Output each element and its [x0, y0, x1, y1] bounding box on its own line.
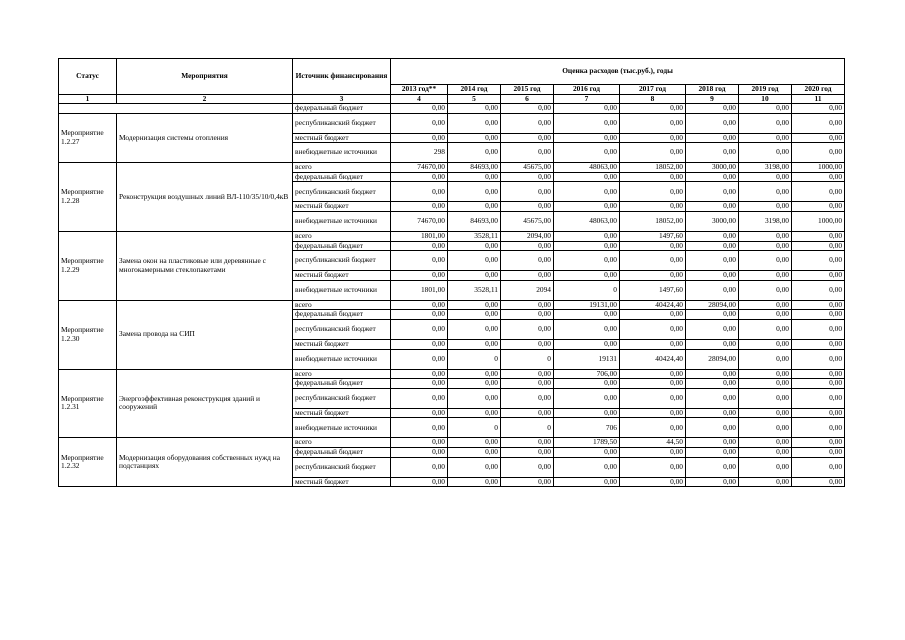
amount-cell: 0,00: [554, 241, 620, 251]
amount-cell: 0,00: [620, 477, 686, 487]
amount-cell: 0,00: [501, 133, 554, 143]
amount-cell: 0,00: [686, 310, 739, 320]
funding-source: внебюджетные источники: [293, 418, 391, 438]
amount-cell: 0,00: [554, 408, 620, 418]
funding-source: федеральный бюджет: [293, 104, 391, 114]
amount-cell: 0,00: [792, 251, 845, 271]
amount-cell: 1497,60: [620, 280, 686, 300]
amount-cell: 0,00: [554, 133, 620, 143]
amount-cell: 0,00: [620, 447, 686, 457]
amount-cell: 0,00: [554, 143, 620, 163]
amount-cell: 0,00: [620, 457, 686, 477]
amount-cell: 0,00: [739, 349, 792, 369]
amount-cell: 0,00: [739, 369, 792, 379]
amount-cell: 28094,00: [686, 300, 739, 310]
amount-cell: 0,00: [739, 379, 792, 389]
event-status: Мероприятие 1.2.31: [59, 369, 117, 438]
amount-cell: 40424,40: [620, 349, 686, 369]
amount-cell: 0,00: [448, 319, 501, 339]
amount-cell: 0,00: [554, 182, 620, 202]
amount-cell: 0,00: [501, 143, 554, 163]
amount-cell: 0,00: [686, 202, 739, 212]
funding-source: местный бюджет: [293, 202, 391, 212]
event-status: Мероприятие 1.2.30: [59, 300, 117, 369]
amount-cell: 0,00: [620, 319, 686, 339]
event-name: Реконструкция воздушных линий ВЛ-110/35/10/0,4кВ: [117, 163, 293, 232]
amount-cell: 0,00: [686, 369, 739, 379]
amount-cell: 0,00: [792, 408, 845, 418]
amount-cell: 0,00: [620, 182, 686, 202]
amount-cell: 0,00: [620, 388, 686, 408]
funding-source: всего: [293, 369, 391, 379]
amount-cell: 706: [554, 418, 620, 438]
header-column-number: 4: [391, 95, 448, 104]
funding-source: всего: [293, 438, 391, 448]
amount-cell: 0,00: [554, 447, 620, 457]
header-column-number: 5: [448, 95, 501, 104]
amount-cell: 48063,00: [554, 163, 620, 173]
amount-cell: 0,00: [686, 172, 739, 182]
amount-cell: 0,00: [501, 408, 554, 418]
amount-cell: 2094,00: [501, 231, 554, 241]
amount-cell: 0,00: [620, 251, 686, 271]
amount-cell: 0,00: [501, 319, 554, 339]
amount-cell: 0,00: [448, 182, 501, 202]
amount-cell: 0,00: [554, 251, 620, 271]
amount-cell: 0,00: [391, 251, 448, 271]
event-status: Мероприятие 1.2.32: [59, 438, 117, 487]
amount-cell: 0,00: [448, 172, 501, 182]
amount-cell: 0,00: [448, 339, 501, 349]
event-name: Замена окон на пластиковые или деревянные с многокамерными стеклопакетами: [117, 231, 293, 300]
amount-cell: 0,00: [620, 241, 686, 251]
amount-cell: 0,00: [792, 477, 845, 487]
amount-cell: 0,00: [620, 202, 686, 212]
amount-cell: 0,00: [792, 319, 845, 339]
amount-cell: 0,00: [554, 339, 620, 349]
funding-source: местный бюджет: [293, 271, 391, 281]
amount-cell: 0,00: [554, 379, 620, 389]
amount-cell: 0,00: [792, 300, 845, 310]
amount-cell: 0,00: [620, 339, 686, 349]
table-row: [59, 231, 845, 241]
amount-cell: 0,00: [739, 143, 792, 163]
amount-cell: 0,00: [620, 408, 686, 418]
header-year: 2014 год: [448, 85, 501, 95]
amount-cell: 0,00: [792, 202, 845, 212]
amount-cell: 0,00: [686, 182, 739, 202]
event-name: Модернизация системы отопления: [117, 113, 293, 163]
funding-source: внебюджетные источники: [293, 211, 391, 231]
amount-cell: 0,00: [391, 319, 448, 339]
amount-cell: 0,00: [448, 388, 501, 408]
amount-cell: 0,00: [554, 477, 620, 487]
funding-source: федеральный бюджет: [293, 447, 391, 457]
funding-source: местный бюджет: [293, 339, 391, 349]
amount-cell: 0,00: [620, 143, 686, 163]
event-status: Мероприятие 1.2.27: [59, 113, 117, 163]
amount-cell: 0,00: [739, 388, 792, 408]
amount-cell: 0,00: [792, 143, 845, 163]
amount-cell: 0,00: [554, 457, 620, 477]
amount-cell: 0,00: [391, 408, 448, 418]
amount-cell: 0,00: [686, 104, 739, 114]
amount-cell: 0,00: [391, 241, 448, 251]
amount-cell: 0,00: [501, 182, 554, 202]
amount-cell: 0,00: [391, 182, 448, 202]
amount-cell: 0,00: [739, 113, 792, 133]
header-year: 2017 год: [620, 85, 686, 95]
amount-cell: 0,00: [391, 388, 448, 408]
amount-cell: 0,00: [501, 113, 554, 133]
amount-cell: 0,00: [448, 477, 501, 487]
amount-cell: 1789,50: [554, 438, 620, 448]
amount-cell: 19131,00: [554, 300, 620, 310]
event-name: Замена провода на СИП: [117, 300, 293, 369]
amount-cell: 0,00: [501, 339, 554, 349]
event-status: Мероприятие 1.2.29: [59, 231, 117, 300]
empty-status-cell: [59, 104, 293, 114]
header-estimate: Оценка расходов (тыс.руб.), годы: [391, 59, 845, 85]
amount-cell: 0,00: [501, 104, 554, 114]
header-year: 2015 год: [501, 85, 554, 95]
amount-cell: 0,00: [686, 143, 739, 163]
amount-cell: 0,00: [391, 133, 448, 143]
header-column-number: 9: [686, 95, 739, 104]
amount-cell: 0,00: [391, 369, 448, 379]
amount-cell: 0,00: [620, 172, 686, 182]
amount-cell: 0,00: [739, 339, 792, 349]
amount-cell: 28094,00: [686, 349, 739, 369]
amount-cell: 0,00: [448, 408, 501, 418]
amount-cell: 40424,40: [620, 300, 686, 310]
funding-source: республиканский бюджет: [293, 113, 391, 133]
header-year: 2019 год: [739, 85, 792, 95]
amount-cell: 45675,00: [501, 163, 554, 173]
funding-source: внебюджетные источники: [293, 143, 391, 163]
amount-cell: 3000,00: [686, 163, 739, 173]
amount-cell: 0,00: [686, 319, 739, 339]
funding-source: республиканский бюджет: [293, 457, 391, 477]
amount-cell: 0,00: [686, 241, 739, 251]
header-column-number: 7: [554, 95, 620, 104]
amount-cell: 0: [554, 280, 620, 300]
amount-cell: 0,00: [391, 379, 448, 389]
amount-cell: 0,00: [739, 477, 792, 487]
amount-cell: 0,00: [448, 104, 501, 114]
amount-cell: 0,00: [686, 251, 739, 271]
funding-source: федеральный бюджет: [293, 379, 391, 389]
amount-cell: 84693,00: [448, 163, 501, 173]
amount-cell: 0,00: [686, 339, 739, 349]
amount-cell: 74670,00: [391, 211, 448, 231]
amount-cell: 0,00: [448, 271, 501, 281]
header-column-number: 6: [501, 95, 554, 104]
header-column-number: 1: [59, 95, 117, 104]
amount-cell: 0,00: [448, 447, 501, 457]
amount-cell: 0,00: [739, 251, 792, 271]
amount-cell: 0,00: [792, 104, 845, 114]
amount-cell: 0,00: [792, 438, 845, 448]
amount-cell: 1000,00: [792, 211, 845, 231]
amount-cell: 0,00: [739, 457, 792, 477]
amount-cell: 0,00: [501, 241, 554, 251]
amount-cell: 0,00: [501, 438, 554, 448]
amount-cell: 0,00: [448, 202, 501, 212]
amount-cell: 0,00: [686, 388, 739, 408]
amount-cell: 0,00: [620, 379, 686, 389]
amount-cell: 0,00: [792, 133, 845, 143]
amount-cell: 0,00: [620, 271, 686, 281]
header-year: 2020 год: [792, 85, 845, 95]
amount-cell: 0,00: [686, 408, 739, 418]
amount-cell: 0,00: [739, 408, 792, 418]
amount-cell: 0,00: [501, 457, 554, 477]
amount-cell: 0,00: [620, 113, 686, 133]
table-row: [59, 438, 845, 448]
amount-cell: 0,00: [391, 447, 448, 457]
amount-cell: 0,00: [792, 369, 845, 379]
amount-cell: 0,00: [554, 104, 620, 114]
amount-cell: 0,00: [739, 300, 792, 310]
amount-cell: 3528,11: [448, 280, 501, 300]
amount-cell: 0,00: [391, 418, 448, 438]
funding-source: всего: [293, 231, 391, 241]
amount-cell: 0,00: [391, 339, 448, 349]
amount-cell: 0,00: [448, 133, 501, 143]
amount-cell: 0,00: [792, 447, 845, 457]
header-status: Статус: [59, 59, 117, 95]
amount-cell: 3198,00: [739, 163, 792, 173]
amount-cell: 3528,11: [448, 231, 501, 241]
amount-cell: 0,00: [448, 241, 501, 251]
amount-cell: 0,00: [792, 271, 845, 281]
amount-cell: 1801,00: [391, 280, 448, 300]
amount-cell: 0,00: [501, 379, 554, 389]
amount-cell: 0,00: [739, 418, 792, 438]
amount-cell: 0,00: [620, 369, 686, 379]
amount-cell: 298: [391, 143, 448, 163]
amount-cell: 0,00: [686, 231, 739, 241]
amount-cell: 0,00: [501, 447, 554, 457]
amount-cell: 0,00: [448, 438, 501, 448]
table-row: [59, 113, 845, 133]
funding-source: республиканский бюджет: [293, 388, 391, 408]
amount-cell: 0,00: [686, 418, 739, 438]
funding-source: внебюджетные источники: [293, 349, 391, 369]
amount-cell: 0,00: [739, 447, 792, 457]
amount-cell: 0,00: [501, 271, 554, 281]
amount-cell: 0,00: [554, 319, 620, 339]
amount-cell: 0,00: [391, 202, 448, 212]
expenditure-table: [58, 58, 845, 487]
funding-source: федеральный бюджет: [293, 172, 391, 182]
amount-cell: 0,00: [391, 104, 448, 114]
amount-cell: 0: [448, 349, 501, 369]
header-column-number: 11: [792, 95, 845, 104]
amount-cell: 0,00: [739, 172, 792, 182]
amount-cell: 0,00: [686, 457, 739, 477]
amount-cell: 0,00: [620, 310, 686, 320]
amount-cell: 0,00: [739, 319, 792, 339]
table-row: [59, 163, 845, 173]
amount-cell: 0,00: [391, 310, 448, 320]
amount-cell: 0,00: [686, 280, 739, 300]
amount-cell: 0,00: [448, 457, 501, 477]
amount-cell: 2094: [501, 280, 554, 300]
amount-cell: 0,00: [792, 418, 845, 438]
header-event: Мероприятия: [117, 59, 293, 95]
table-row: [59, 369, 845, 379]
header-source: Источник финансирования: [293, 59, 391, 95]
amount-cell: 0: [501, 349, 554, 369]
document-page: [58, 58, 844, 487]
table-row: [59, 300, 845, 310]
amount-cell: 0,00: [501, 172, 554, 182]
amount-cell: 0,00: [792, 280, 845, 300]
amount-cell: 0,00: [554, 202, 620, 212]
amount-cell: 48063,00: [554, 211, 620, 231]
amount-cell: 18052,00: [620, 211, 686, 231]
amount-cell: 0,00: [686, 379, 739, 389]
amount-cell: 0,00: [391, 113, 448, 133]
amount-cell: 0,00: [792, 113, 845, 133]
amount-cell: 0,00: [448, 310, 501, 320]
amount-cell: 0,00: [501, 251, 554, 271]
amount-cell: 1497,60: [620, 231, 686, 241]
amount-cell: 0,00: [448, 369, 501, 379]
amount-cell: 0,00: [792, 349, 845, 369]
amount-cell: 0,00: [448, 251, 501, 271]
header-year: 2013 год**: [391, 85, 448, 95]
amount-cell: 0,00: [391, 477, 448, 487]
funding-source: всего: [293, 163, 391, 173]
amount-cell: 0,00: [739, 280, 792, 300]
amount-cell: 0,00: [739, 241, 792, 251]
amount-cell: 0,00: [391, 349, 448, 369]
header-year: 2018 год: [686, 85, 739, 95]
amount-cell: 3000,00: [686, 211, 739, 231]
amount-cell: 0,00: [448, 300, 501, 310]
amount-cell: 0,00: [792, 310, 845, 320]
amount-cell: 0,00: [391, 300, 448, 310]
header-column-number: 8: [620, 95, 686, 104]
funding-source: республиканский бюджет: [293, 251, 391, 271]
amount-cell: 1801,00: [391, 231, 448, 241]
amount-cell: 0,00: [554, 172, 620, 182]
amount-cell: 0,00: [501, 388, 554, 408]
amount-cell: 0,00: [739, 438, 792, 448]
amount-cell: 0,00: [554, 113, 620, 133]
amount-cell: 0,00: [739, 133, 792, 143]
amount-cell: 0: [448, 418, 501, 438]
amount-cell: 0,00: [448, 379, 501, 389]
amount-cell: 0,00: [792, 231, 845, 241]
amount-cell: 0,00: [792, 182, 845, 202]
amount-cell: 0,00: [739, 271, 792, 281]
event-name: Энергоэффективная реконструкция зданий и сооружений: [117, 369, 293, 438]
funding-source: федеральный бюджет: [293, 310, 391, 320]
amount-cell: 706,00: [554, 369, 620, 379]
amount-cell: 0,00: [739, 310, 792, 320]
table-row: [59, 104, 845, 114]
amount-cell: 0,00: [739, 202, 792, 212]
amount-cell: 0,00: [792, 241, 845, 251]
amount-cell: 0,00: [792, 379, 845, 389]
funding-source: федеральный бюджет: [293, 241, 391, 251]
funding-source: внебюджетные источники: [293, 280, 391, 300]
amount-cell: 0,00: [686, 438, 739, 448]
amount-cell: 0,00: [739, 231, 792, 241]
funding-source: местный бюджет: [293, 408, 391, 418]
amount-cell: 0,00: [792, 388, 845, 408]
amount-cell: 45675,00: [501, 211, 554, 231]
amount-cell: 0,00: [448, 113, 501, 133]
amount-cell: 0,00: [686, 113, 739, 133]
amount-cell: 0: [501, 418, 554, 438]
amount-cell: 0,00: [501, 202, 554, 212]
amount-cell: 3198,00: [739, 211, 792, 231]
amount-cell: 0,00: [391, 438, 448, 448]
amount-cell: 0,00: [686, 271, 739, 281]
amount-cell: 0,00: [620, 133, 686, 143]
amount-cell: 0,00: [686, 447, 739, 457]
amount-cell: 0,00: [554, 310, 620, 320]
amount-cell: 0,00: [554, 388, 620, 408]
amount-cell: 0,00: [554, 231, 620, 241]
header-column-number: 2: [117, 95, 293, 104]
amount-cell: 0,00: [391, 271, 448, 281]
amount-cell: 0,00: [792, 457, 845, 477]
amount-cell: 0,00: [448, 143, 501, 163]
amount-cell: 0,00: [686, 477, 739, 487]
amount-cell: 0,00: [391, 172, 448, 182]
amount-cell: 0,00: [501, 369, 554, 379]
amount-cell: 0,00: [620, 418, 686, 438]
header-column-number: 3: [293, 95, 391, 104]
event-status: Мероприятие 1.2.28: [59, 163, 117, 232]
amount-cell: 0,00: [739, 182, 792, 202]
amount-cell: 18052,00: [620, 163, 686, 173]
amount-cell: 0,00: [501, 300, 554, 310]
amount-cell: 0,00: [554, 271, 620, 281]
amount-cell: 0,00: [792, 339, 845, 349]
header-year: 2016 год: [554, 85, 620, 95]
amount-cell: 0,00: [501, 310, 554, 320]
funding-source: республиканский бюджет: [293, 182, 391, 202]
funding-source: местный бюджет: [293, 133, 391, 143]
amount-cell: 0,00: [739, 104, 792, 114]
header-column-number: 10: [739, 95, 792, 104]
amount-cell: 74670,00: [391, 163, 448, 173]
amount-cell: 0,00: [620, 104, 686, 114]
amount-cell: 19131: [554, 349, 620, 369]
amount-cell: 0,00: [391, 457, 448, 477]
amount-cell: 0,00: [792, 172, 845, 182]
amount-cell: 84693,00: [448, 211, 501, 231]
funding-source: всего: [293, 300, 391, 310]
funding-source: республиканский бюджет: [293, 319, 391, 339]
event-name: Модернизация оборудования собственных нужд на подстанциях: [117, 438, 293, 487]
funding-source: местный бюджет: [293, 477, 391, 487]
amount-cell: 1000,00: [792, 163, 845, 173]
amount-cell: 44,50: [620, 438, 686, 448]
amount-cell: 0,00: [501, 477, 554, 487]
amount-cell: 0,00: [686, 133, 739, 143]
